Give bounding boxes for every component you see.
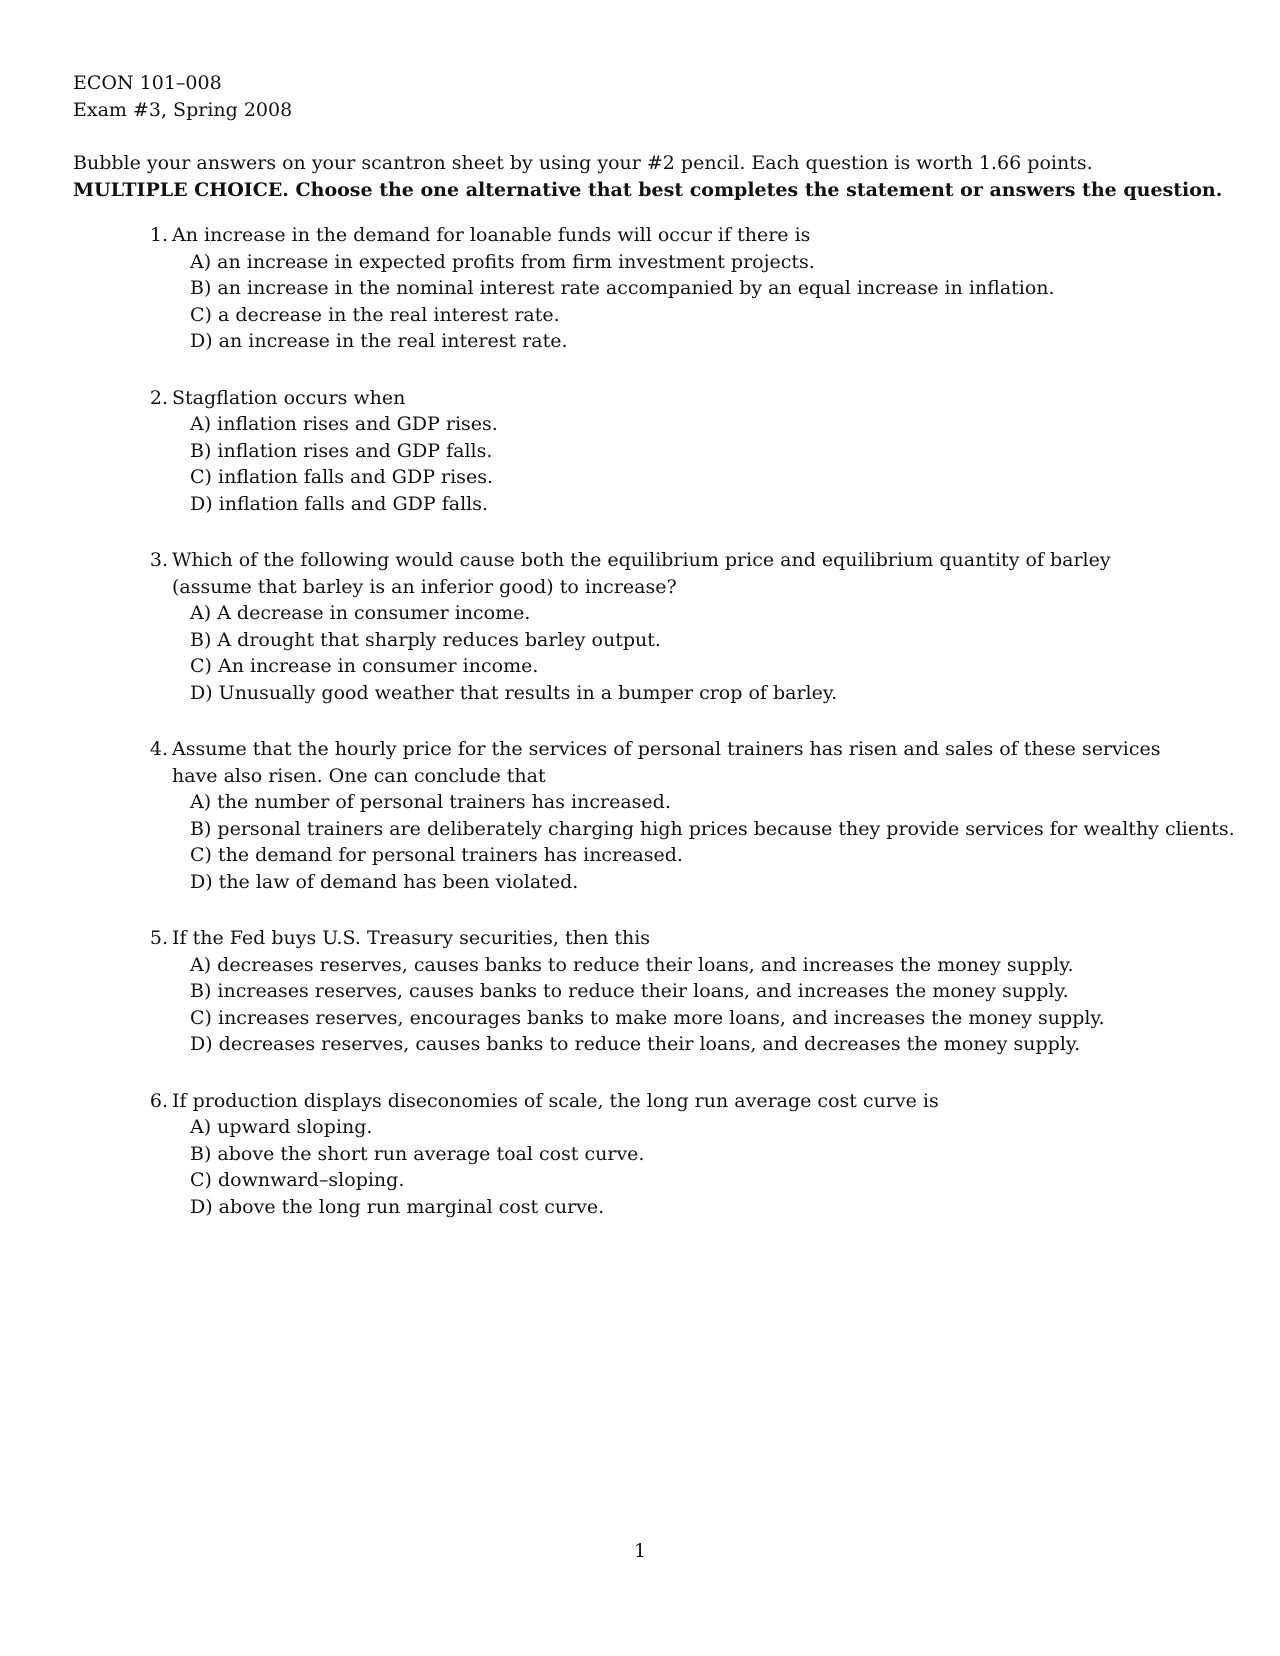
choice-list (140, 1114, 1180, 1220)
question-number: 4. (149, 738, 168, 760)
choice-c: C) inflation falls and GDP rises. (190, 466, 493, 488)
instructions-line: Bubble your answers on your scantron sheet by using your #2 pencil. Each question is worth 1.66 points. (73, 152, 1093, 174)
question-text: An increase in the demand for loanable funds will occur if there is (172, 224, 811, 246)
choice-a: A) upward sloping. (190, 1116, 373, 1138)
question-4 (140, 736, 1235, 895)
choice-list (140, 789, 1235, 895)
question-number: 6. (149, 1089, 168, 1112)
choice-c: C) An increase in consumer income. (190, 655, 539, 677)
choice-b: B) an increase in the nominal interest rate accompanied by an equal increase in inflation. (190, 277, 1055, 299)
choice-d: D) the law of demand has been violated. (190, 870, 579, 893)
question-3 (140, 547, 1180, 706)
question-5 (140, 925, 1180, 1058)
question-text: If production displays diseconomies of scale, the long run average cost curve is (172, 1089, 939, 1112)
question-number: 1. (149, 224, 168, 246)
question-number: 3. (149, 549, 168, 571)
question-1 (140, 222, 1180, 355)
exam-title: Exam #3, Spring 2008 (73, 98, 293, 121)
choice-list (140, 600, 1180, 706)
choice-b: B) inflation rises and GDP falls. (190, 439, 493, 462)
choice-b: B) increases reserves, causes banks to reduce their loans, and increases the money supply. (190, 980, 1069, 1002)
choice-d: D) inflation falls and GDP falls. (190, 492, 489, 515)
choice-c: C) the demand for personal trainers has increased. (190, 844, 683, 866)
question-number: 2. (149, 386, 168, 409)
choice-list (140, 411, 1180, 517)
choice-c: C) a decrease in the real interest rate. (190, 303, 560, 326)
choice-a: A) decreases reserves, causes banks to reduce their loans, and increases the money supply. (190, 953, 1074, 976)
choice-d: D) decreases reserves, causes banks to reduce their loans, and decreases the money supply. (190, 1033, 1081, 1055)
instructions (73, 150, 1222, 203)
question-text: If the Fed buys U.S. Treasury securities, then this (172, 927, 651, 949)
question-text: Assume that the hourly price for the services of personal trainers has risen and sales of these services have also risen. One can conclude that (172, 738, 1161, 787)
choice-b: B) A drought that sharply reduces barley output. (190, 628, 661, 651)
page-number: 1 (633, 1540, 647, 1562)
choice-a: A) inflation rises and GDP rises. (190, 413, 498, 435)
choice-b: B) personal trainers are deliberately charging high prices because they provide services for wealthy clients. (190, 817, 1235, 840)
question-6 (140, 1088, 1180, 1221)
choice-b: B) above the short run average toal cost curve. (190, 1142, 645, 1165)
choice-list (140, 249, 1180, 355)
choice-a: A) A decrease in consumer income. (190, 602, 531, 624)
choice-list (140, 952, 1180, 1058)
choice-a: A) an increase in expected profits from firm investment projects. (190, 250, 815, 273)
choice-c: C) increases reserves, encourages banks to make more loans, and increases the money supply. (190, 1006, 1105, 1029)
question-number: 5. (149, 927, 168, 949)
exam-header (73, 70, 292, 123)
choice-a: A) the number of personal trainers has increased. (190, 791, 671, 813)
choice-d: D) an increase in the real interest rate. (190, 330, 568, 352)
question-2 (140, 385, 1180, 518)
choice-d: D) Unusually good weather that results in a bumper crop of barley. (190, 681, 838, 704)
question-list (140, 222, 1235, 1250)
question-text: Stagflation occurs when (172, 386, 406, 409)
course-title: ECON 101–008 (73, 72, 222, 94)
choice-c: C) downward–sloping. (190, 1169, 405, 1191)
choice-d: D) above the long run marginal cost curve. (190, 1195, 605, 1218)
section-heading: MULTIPLE CHOICE. Choose the one alternative that best completes the statement or answers the question. (73, 178, 1223, 201)
question-text: Which of the following would cause both the equilibrium price and equilibrium quantity of barley (assume that barley is an inferior good) to increase? (172, 549, 1111, 598)
